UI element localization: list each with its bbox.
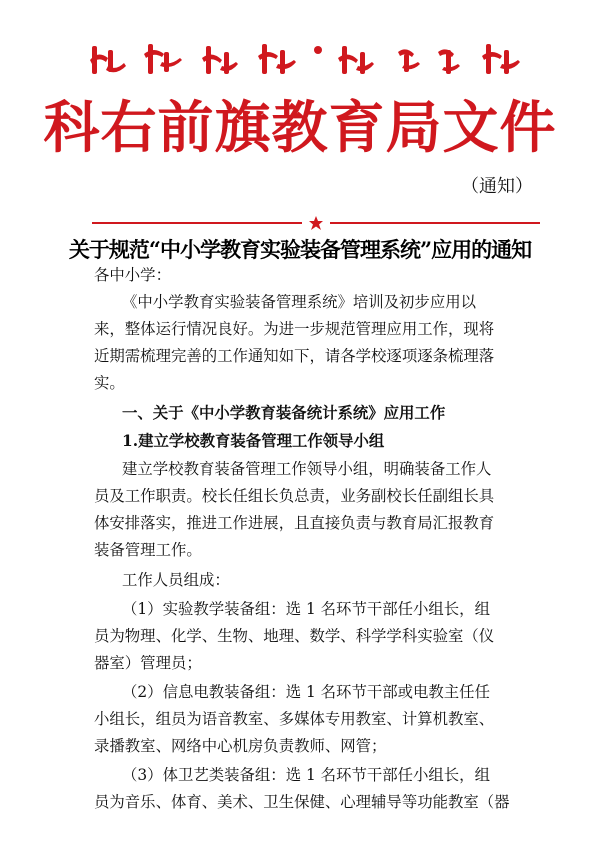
body-line: 员及工作职责。校长任组长负总责，业务副校长任副组长具 <box>94 487 495 505</box>
section-heading: 一、关于《中小学教育装备统计系统》应用工作 <box>122 404 446 422</box>
body-line: 员为音乐、体育、美术、卫生保健、心理辅导等功能教室（器 <box>94 793 510 811</box>
issuer-title: 科右前旗教育局文件 <box>43 95 557 161</box>
masthead-divider <box>92 216 540 230</box>
list-item: （2）信息电教装备组：选 1 名环节干部或电教主任任 <box>122 683 490 701</box>
body-line: 装备管理工作。 <box>94 541 202 559</box>
body-line: 小组长，组员为语音教室、多媒体专用教室、计算机教室、 <box>94 710 495 728</box>
body-line: 器室）管理员； <box>94 654 202 672</box>
body-line: 员为物理、化学、生物、地理、数学、科学学科实验室（仪 <box>94 627 495 645</box>
document-type-label: （通知） <box>461 176 533 197</box>
body-line: 来，整体运行情况良好。为进一步规范管理应用工作，现将 <box>94 320 495 338</box>
salutation: 各中小学： <box>94 266 171 284</box>
body-line: 实。 <box>94 374 125 392</box>
document-title: 关于规范“中小学教育实验装备管理系统”应用的通知 <box>68 237 532 262</box>
staff-composition-label: 工作人员组成： <box>122 571 230 589</box>
mongolian-script-header <box>86 40 526 80</box>
body-line: 录播教室、网络中心机房负责教师、网管； <box>94 737 387 755</box>
body-line: 建立学校教育装备管理工作领导小组，明确装备工作人 <box>122 460 492 478</box>
body-line: 近期需梳理完善的工作通知如下，请各学校逐项逐条梳理落 <box>94 347 495 365</box>
list-item: （1）实验教学装备组：选 1 名环节干部任小组长，组 <box>122 600 490 618</box>
subsection-heading: 1.建立学校教育装备管理工作领导小组 <box>122 432 385 450</box>
star-icon <box>309 216 323 230</box>
body-line: 体安排落实，推进工作进展，且直接负责与教育局汇报教育 <box>94 514 495 532</box>
list-item: （3）体卫艺类装备组：选 1 名环节干部任小组长，组 <box>122 766 490 784</box>
body-line: 《中小学教育实验装备管理系统》培训及初步应用以 <box>122 293 476 311</box>
